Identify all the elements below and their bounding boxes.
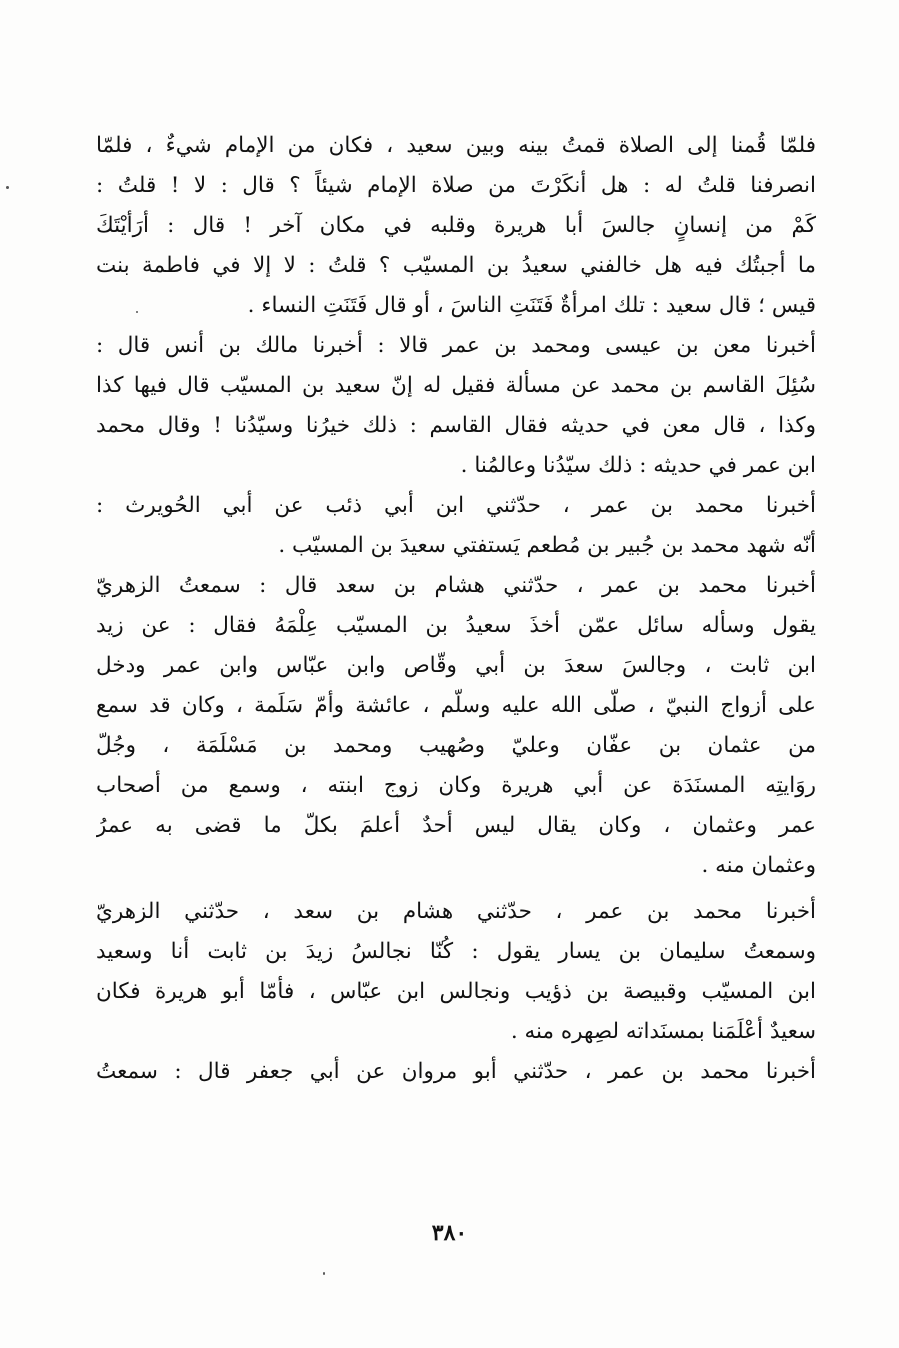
text-line: أخبرنا معن بن عيسى ومحمد بن عمر قالا : أخبرنا مالك بن أنس قال : — [96, 333, 816, 358]
text-line: أخبرنا محمد بن عمر ، حدّثني ابن أبي ذئب عن أبي الحُويرث : — [96, 493, 816, 518]
text-line: روَايتِه المسنَدَة عن أبي هريرة وكان زوج ابنته ، وسمع من أصحاب — [96, 773, 816, 798]
text-line: من عثمان بن عفّان وعليّ وصُهيب ومحمد بن مَسْلَمَة ، وجُلّ — [96, 733, 816, 758]
text-line: ما أجبتُك فيه هل خالفني سعيدُ بن المسيّب ؟ قلتُ : لا إلا في فاطمة بنت — [96, 253, 816, 278]
text-line: أخبرنا محمد بن عمر ، حدّثني هشام بن سعد قال : سمعتُ الزهريّ — [96, 573, 816, 598]
text-line: وعثمان منه . — [701, 853, 816, 878]
main-text — [96, 126, 816, 1092]
text-line: يقول وسأله سائل عمّن أخذَ سعيدُ بن المسيّب عِلْمَهُ فقال : عن زيد — [96, 613, 816, 638]
text-line: فلمّا قُمنا إلى الصلاة قمتُ بينه وبين سعيد ، فكان من الإمام شيءٌ ، فلمّا — [96, 133, 816, 158]
paragraph-2 — [96, 326, 816, 486]
page-number: ٣٨٠ — [431, 1220, 468, 1246]
text-line: ابن عمر في حديثه : ذلك سيّدُنا وعالمُنا . — [460, 453, 816, 478]
text-line: سُئِلَ القاسم بن محمد عن مسألة فقيل له إنّ سعيد بن المسيّب قال فيها كذا — [96, 373, 816, 398]
scan-speck — [136, 311, 138, 313]
scan-speck — [323, 1272, 325, 1275]
paragraph-6 — [96, 1052, 816, 1092]
text-line: عمر وعثمان ، وكان يقال ليس أحدٌ أعلمَ بكلّ ما قضى به عمرُ — [96, 813, 816, 838]
text-line: ابن المسيّب وقبيصة بن ذؤيب ونجالس ابن عبّاس ، فأمّا أبو هريرة فكان — [96, 979, 816, 1004]
text-line: وكذا ، قال معن في حديثه فقال القاسم : ذلك خيرُنا وسيّدُنا ! وقال محمد — [96, 413, 816, 438]
text-line: انصرفنا قلتُ له : هل أنكَرْتَ من صلاة الإمام شيئاً ؟ قال : لا ! قلتُ : — [96, 173, 816, 198]
text-line: قيس ؛ قال سعيد : تلك امرأةٌ فَتَنَتِ الناسَ ، أو قال فَتَنَتِ النساء . — [247, 293, 816, 318]
paragraph-5 — [96, 892, 816, 1052]
text-line: أخبرنا محمد بن عمر ، حدّثني أبو مروان عن أبي جعفر قال : سمعتُ — [96, 1059, 816, 1084]
text-line: وسمعتُ سليمان بن يسار يقول : كُنّا نجالسُ زيدَ بن ثابت أنا وسعيد — [96, 939, 816, 964]
scan-speck — [6, 186, 9, 189]
paragraph-1 — [96, 126, 816, 326]
text-line: سعيدٌ أعْلَمَنا بمسنَداته لصِهره منه . — [510, 1019, 816, 1044]
text-line: ابن ثابت ، وجالسَ سعدَ بن أبي وقّاص وابن عبّاس وابن عمر ودخل — [96, 653, 816, 678]
paragraph-4 — [96, 566, 816, 886]
text-line: كَمْ من إنسانٍ جالسَ أبا هريرة وقلبه في مكان آخر ! قال : أرَأيْتَكَ — [96, 213, 816, 238]
text-line: على أزواج النبيّ ، صلّى الله عليه وسلّم ، عائشة وأمّ سَلَمة ، وكان قد سمع — [96, 693, 816, 718]
text-line: أنّه شهد محمد بن جُبير بن مُطعم يَستفتي سعيدَ بن المسيّب . — [278, 533, 816, 558]
text-line: أخبرنا محمد بن عمر ، حدّثني هشام بن سعد ، حدّثني الزهريّ — [96, 899, 816, 924]
paragraph-3 — [96, 486, 816, 566]
